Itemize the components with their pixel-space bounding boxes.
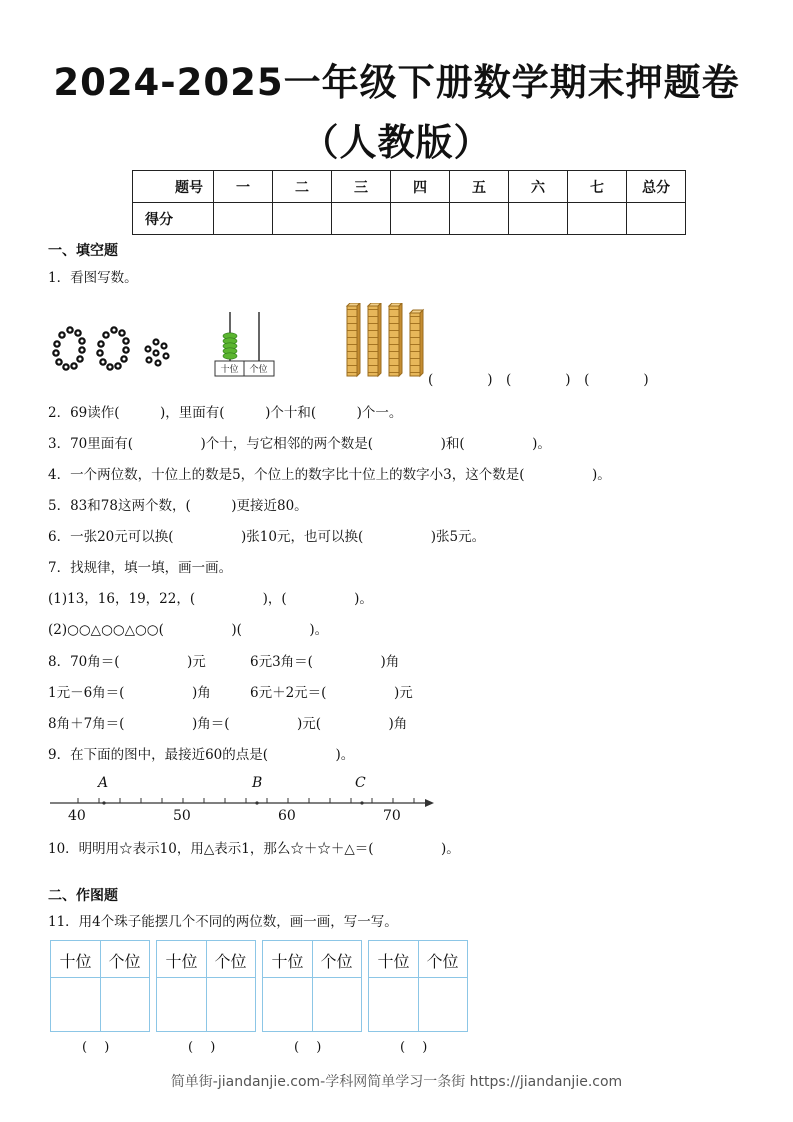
score-header-cell: 七 <box>568 171 627 203</box>
score-cell[interactable] <box>568 203 627 235</box>
score-header-cell: 二 <box>273 171 332 203</box>
score-table-header-row <box>133 171 686 203</box>
answer-paren[interactable]: ( ) <box>400 1040 428 1055</box>
score-table <box>132 170 686 235</box>
page-title: 2024-2025一年级下册数学期末押题卷 <box>53 61 740 104</box>
place-value-box[interactable] <box>262 940 362 1032</box>
score-header-cell: 四 <box>391 171 450 203</box>
question-2: 2．69读作( )，里面有( )个十和( )个一。 <box>48 405 403 421</box>
answer-paren[interactable]: ( ) <box>188 1040 216 1055</box>
number-line-tick-40: 40 <box>68 808 86 824</box>
bead-rings-picture <box>50 325 180 375</box>
ones-label: 个位 <box>426 952 459 971</box>
number-line-point-c: C <box>355 775 366 791</box>
question-7: 7．找规律，填一填，画一画。 <box>48 560 233 576</box>
score-table-score-row <box>133 203 686 235</box>
tens-label: 十位 <box>59 952 92 971</box>
answer-paren[interactable]: ( ) <box>82 1040 110 1055</box>
question-11: 11．用4个珠子能摆几个不同的两位数，画一画，写一写。 <box>48 914 398 930</box>
page-footer: 简单街-jiandanjie.com-学科网简单学习一条街 https://jiandanjie.com <box>170 1074 623 1090</box>
question-7-part-2: (2)○○△○○△○○( )( )。 <box>48 622 329 638</box>
section-drawing-heading: 二、作图题 <box>48 888 118 904</box>
question-6: 6．一张20元可以换( )张10元，也可以换( )张5元。 <box>48 529 486 545</box>
question-1: 1．看图写数。 <box>48 270 138 286</box>
question-7-part-1: (1)13，16，19，22，( )，( )。 <box>48 591 373 607</box>
score-cell[interactable] <box>391 203 450 235</box>
score-cell[interactable] <box>332 203 391 235</box>
score-cell[interactable] <box>273 203 332 235</box>
page-subtitle: （人教版） <box>301 121 492 164</box>
question-5: 5．83和78这两个数，( )更接近80。 <box>48 498 308 514</box>
answer-paren[interactable]: ( ) <box>294 1040 322 1055</box>
question-8-e: 8角＋7角＝( )角＝( )元( )角 <box>48 716 408 732</box>
number-line-point-a: A <box>98 775 109 791</box>
question-3: 3．70里面有( )个十，与它相邻的两个数是( )和( )。 <box>48 436 551 452</box>
question-8-d: 6元＋2元＝( )元 <box>250 685 413 701</box>
ten-rods-picture <box>342 303 428 379</box>
score-header-cell: 题号 <box>133 171 214 203</box>
tens-label: 十位 <box>165 952 198 971</box>
score-header-cell: 六 <box>509 171 568 203</box>
section-fill-blank-heading: 一、填空题 <box>48 243 118 259</box>
question-9: 9．在下面的图中，最接近60的点是( )。 <box>48 747 355 763</box>
abacus-tens-label: 十位 <box>220 365 239 375</box>
place-value-box[interactable] <box>50 940 150 1032</box>
question-4: 4．一个两位数，十位上的数是5，个位上的数字比十位上的数字小3，这个数是( )。 <box>48 467 611 483</box>
score-cell[interactable] <box>509 203 568 235</box>
score-cell[interactable] <box>214 203 273 235</box>
number-line-tick-50: 50 <box>173 808 191 824</box>
ones-label: 个位 <box>214 952 247 971</box>
question-8-c: 1元－6角＝( )角 <box>48 685 211 701</box>
number-line-tick-60: 60 <box>278 808 296 824</box>
score-header-cell: 三 <box>332 171 391 203</box>
question-8-a: 8．70角＝( )元 <box>48 654 206 670</box>
score-header-cell: 总分 <box>627 171 686 203</box>
number-line <box>48 795 438 811</box>
ones-label: 个位 <box>320 952 353 971</box>
place-value-box[interactable] <box>368 940 468 1032</box>
place-value-box[interactable] <box>156 940 256 1032</box>
score-header-cell: 一 <box>214 171 273 203</box>
score-cell[interactable] <box>627 203 686 235</box>
score-cell[interactable] <box>450 203 509 235</box>
score-row-label: 得分 <box>133 203 214 235</box>
question-10: 10．明明用☆表示10，用△表示1，那么☆＋☆＋△＝( )。 <box>48 841 460 857</box>
ones-label: 个位 <box>108 952 141 971</box>
abacus-ones-label: 个位 <box>249 365 268 375</box>
question-1-answer-blanks[interactable]: ( ) ( ) ( ) <box>428 372 649 388</box>
tens-label: 十位 <box>377 952 410 971</box>
question-8-b: 6元3角＝( )角 <box>250 654 400 670</box>
number-line-tick-70: 70 <box>383 808 401 824</box>
score-header-cell: 五 <box>450 171 509 203</box>
tens-label: 十位 <box>271 952 304 971</box>
number-line-point-b: B <box>252 775 263 791</box>
